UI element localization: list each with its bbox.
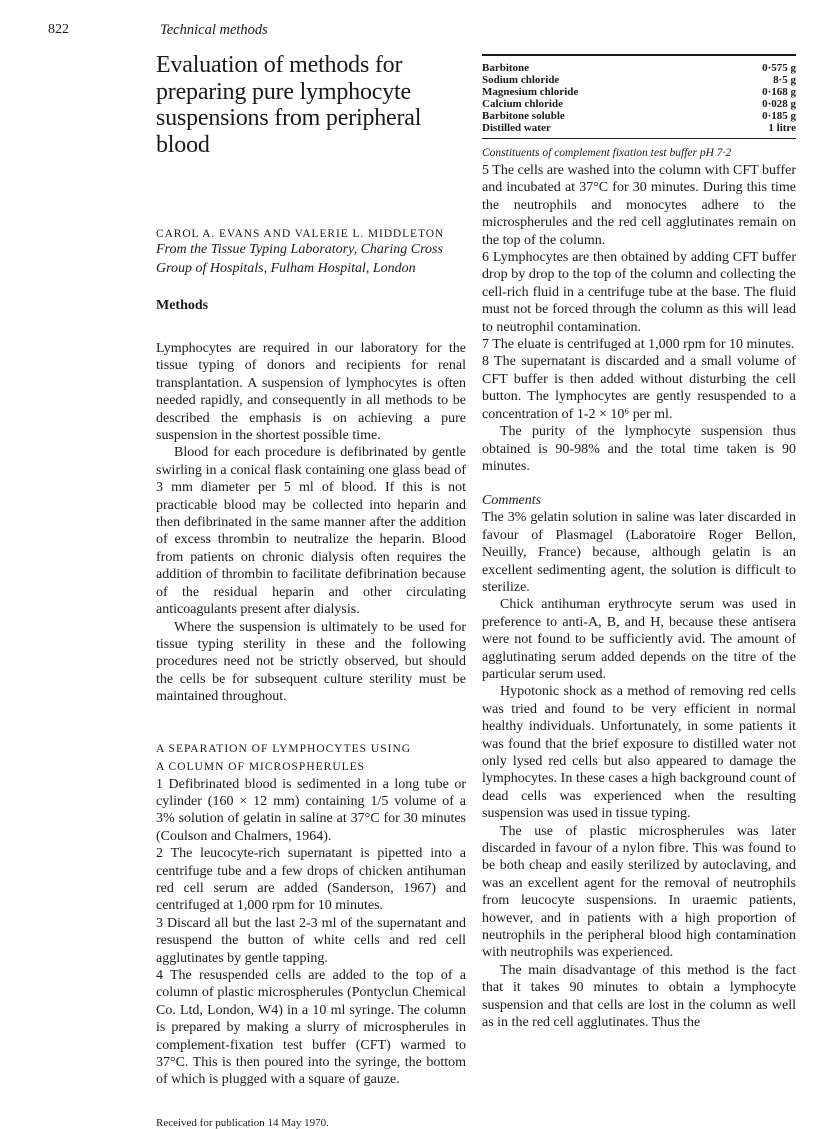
right-column [482, 52, 796, 1032]
received-date: Received for publication 14 May 1970. [156, 1116, 329, 1129]
method-step: 7 The eluate is centrifuged at 1,000 rpm for 10 minutes. [482, 337, 795, 353]
intro-paragraph: Blood for each procedure is defibrinated by gentle swirling in a conical flask containing one glass bead of 3 mm diameter per 5 ml of blood. If this is not practicable blood may be collected into heparin and then defibrinated in the same manner after the addition of excess thrombin to neutralize the heparin. Blood from patients on chronic dialysis often requires the addition of thrombin to facilitate defibrination because of the residual heparin and other circulating anticoagulants present after dialysis. [156, 445, 466, 618]
constituent-amount: 8·5 g [773, 74, 796, 86]
comments-heading: Comments [482, 493, 542, 509]
constituent-name: Magnesium chloride [482, 86, 579, 98]
table-row [482, 74, 796, 86]
comment-paragraph: The main disadvantage of this method is the fact that it takes 90 minutes to obtain a lymphocyte suspension and that cells are lost in the column as well as in the red cell agglutinates. Thus the [482, 962, 796, 1031]
table-row [482, 98, 796, 110]
method-step: 1 Defibrinated blood is sedimented in a long tube or cylinder (160 × 12 mm) containing 1/5 volume of a 3% solution of gelatin in saline at 37°C for 30 minutes (Coulson and Chalmers, 1964). [156, 776, 466, 844]
constituent-name: Distilled water [482, 122, 551, 134]
section-a-heading-line: A COLUMN OF MICROSPHERULES [156, 760, 366, 773]
method-step: 8 The supernatant is discarded and a small volume of CFT buffer is then added without disturbing the cell button. The lymphocytes are gently resuspended to a concentration of 1-2 × 10⁶ per ml. [482, 354, 796, 422]
section-a-heading-line: A SEPARATION OF LYMPHOCYTES USING [156, 742, 412, 755]
constituent-amount: 0·028 g [762, 98, 796, 110]
page-number: 822 [48, 22, 69, 37]
constituent-amount: 0·168 g [762, 86, 796, 98]
affiliation: From the Tissue Typing Laboratory, Charing Cross Group of Hospitals, Fulham Hospital, London [156, 242, 443, 276]
comment-paragraph: The 3% gelatin solution in saline was later discarded in favour of Plasmagel (Laboratoire Roger Bellon, Neuilly, France) because, although gelatin is an excellent sedimenting agent, the solution is difficult to sterilize. [482, 510, 796, 595]
constituent-amount: 0·185 g [762, 110, 796, 122]
constituent-name: Sodium chloride [482, 74, 560, 86]
purity-paragraph: The purity of the lymphocyte suspension thus obtained is 90-98% and the total time taken is 90 minutes. [482, 424, 796, 474]
constituent-name: Barbitone [482, 62, 530, 74]
table-row [482, 122, 796, 139]
intro-paragraph: Lymphocytes are required in our laboratory for the tissue typing of donors and recipients for renal transplantation. A suspension of lymphocytes is often needed rapidly, and consequently in all methods to be described the emphasis is on achieving a pure suspension in the shortest possible time. [156, 341, 466, 444]
methods-heading: Methods [156, 298, 209, 313]
table-row [482, 86, 796, 98]
table-caption: Constituents of complement fixation test buffer pH 7·2 [482, 147, 732, 159]
constituent-name: Calcium chloride [482, 98, 563, 110]
method-step: 4 The resuspended cells are added to the top of a column of plastic microspherules (Pontyclun Chemical Co. Ltd, London, W4) in a 10 ml syringe. The column is prepared by making a slurry of microspherules in complement-fixation test buffer (CFT) warmed to 37°C. This is then poured into the syringe, the bottom of which is plugged with a square of gauze. [156, 968, 466, 1088]
constituent-amount: 1 litre [768, 122, 796, 134]
table-row [482, 55, 796, 74]
table-row [482, 110, 796, 122]
buffer-table [482, 54, 796, 139]
method-step: 6 Lymphocytes are then obtained by adding CFT buffer drop by drop to the top of the column and collecting the cell-rich fluid in a centrifuge tube at the base. The fluid must not be forced through the column as this will lead to neutrophil contamination. [482, 250, 796, 335]
running-section-title: Technical methods [160, 22, 268, 38]
constituent-amount: 0·575 g [762, 62, 796, 74]
method-step: 3 Discard all but the last 2-3 ml of the supernatant and resuspend the button of white cells and red cell agglutinates by gentle tapping. [156, 915, 466, 966]
section-a-heading [156, 740, 466, 776]
constituent-name: Barbitone soluble [482, 110, 565, 122]
article-title: Evaluation of methods for preparing pure lymphocyte suspensions from peripheral blood [156, 52, 422, 158]
left-column [156, 52, 466, 1129]
method-step: 5 The cells are washed into the column with CFT buffer and incubated at 37°C for 30 minutes. During this time the neutrophils and monocytes adhere to the microspherules and the red cell agglutinates remain on the top of the column. [482, 163, 796, 248]
comment-paragraph: Chick antihuman erythrocyte serum was used in preference to anti-A, B, and H, because these antisera were not found to be sufficiently avid. The amount of agglutinating serum added depends on the titre of the particular serum used. [482, 597, 796, 682]
authors: CAROL A. EVANS AND VALERIE L. MIDDLETON [156, 228, 445, 240]
method-step: 2 The leucocyte-rich supernatant is pipetted into a centrifuge tube and a few drops of chicken antihuman red cell serum are added (Sanderson, 1967) and centrifuged at 1,000 rpm for 10 minutes. [156, 846, 466, 914]
comment-paragraph: The use of plastic microspherules was later discarded in favour of a nylon fibre. This was found to be both cheap and easily sterilized by autoclaving, and was an excellent agent for the removal of neutrophils from leucocyte suspensions. In uraemic patients, however, and in patients with a high proportion of neutrophils in the peripheral blood high contamination with neutrophils was experienced. [482, 823, 796, 961]
intro-paragraph: Where the suspension is ultimately to be used for tissue typing sterility in these and the following procedures need not be strictly observed, but should the cells be for subsequent culture sterility must be maintained throughout. [156, 619, 466, 705]
comment-paragraph: Hypotonic shock as a method of removing red cells was tried and found to be very efficient in normal healthy individuals. Unfortunately, in some patients it was found that the brief exposure to distilled water not only lysed red cells but also appeared to damage the lymphocytes. In these cases a high background count of dead cells was experienced when the resulting suspension was used in tissue typing. [482, 684, 796, 822]
